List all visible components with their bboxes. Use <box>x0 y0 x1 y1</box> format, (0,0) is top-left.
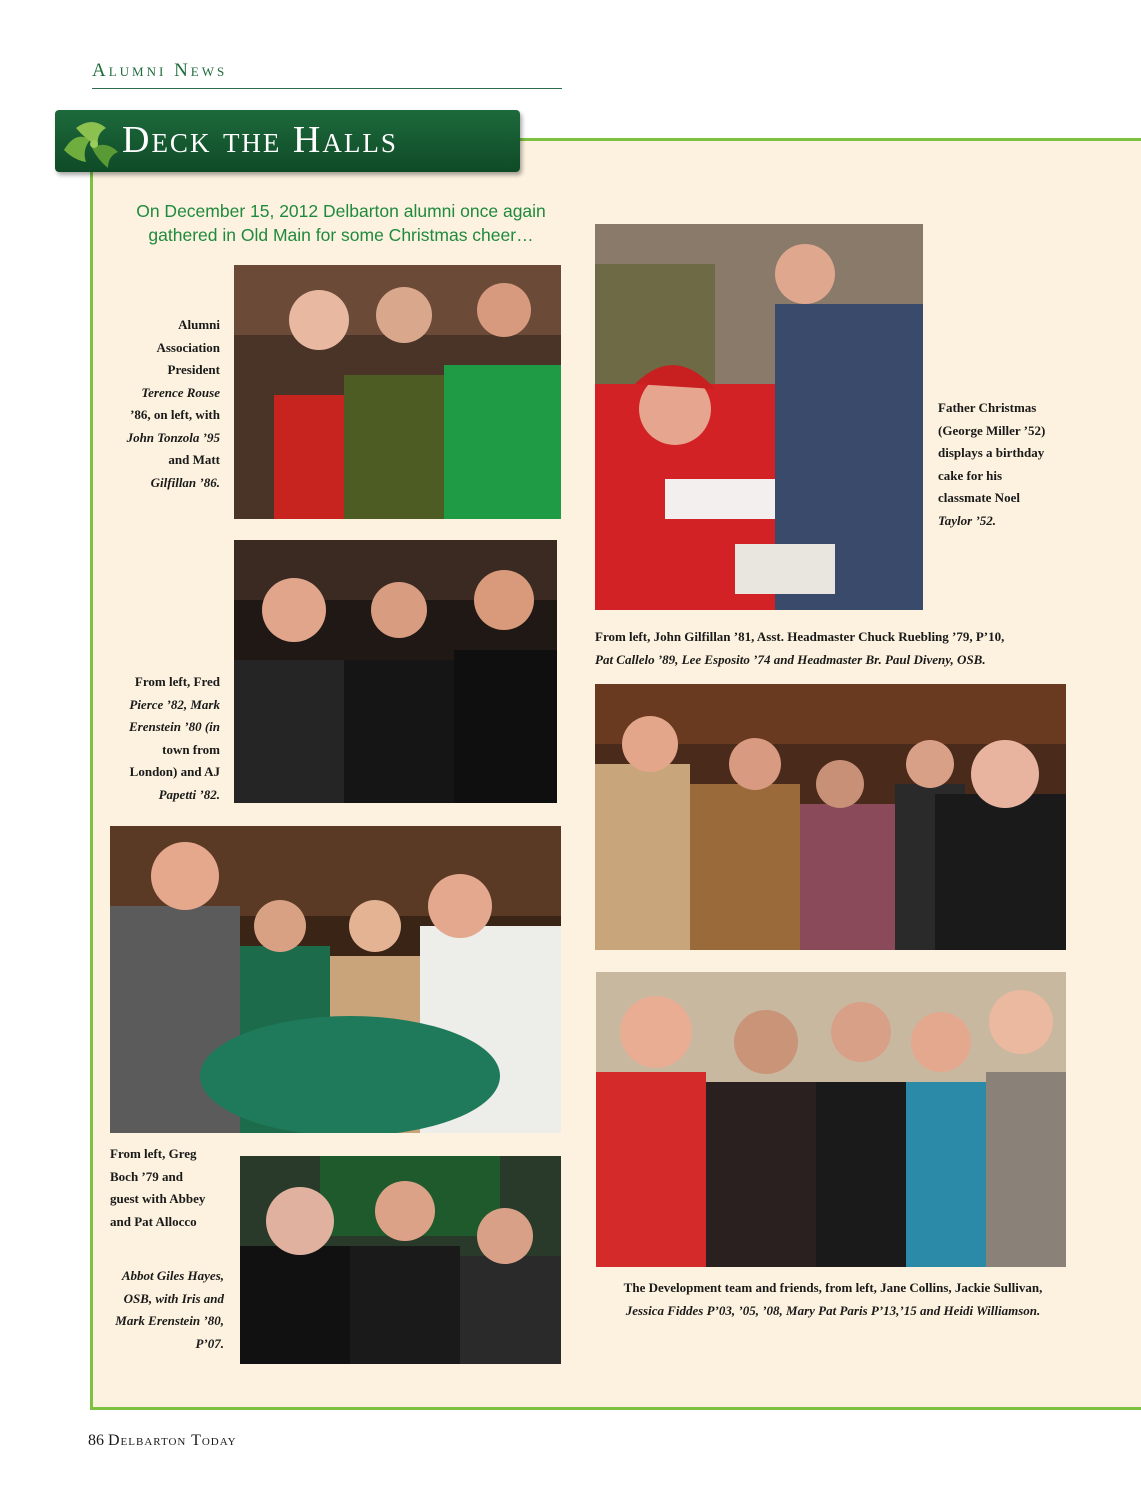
page-number: 86 <box>88 1432 104 1449</box>
holly-icon <box>56 110 126 172</box>
caption-fred-pierce: From left, Fred Pierce ’82, Mark Erenstein ’80 (in town from London) and AJ Papetti ’82. <box>128 674 220 802</box>
photo-fred-pierce <box>234 540 557 803</box>
page-title: Deck the Halls <box>122 119 398 161</box>
photo-gilfillan-group <box>595 684 1066 950</box>
caption-gilfillan-group: From left, John Gilfillan ’81, Asst. Headmaster Chuck Ruebling ’79, P’10, Pat Callelo ’89, Lee Esposito ’74 and Headmaster Br. Paul Diveny, OSB. <box>595 629 1005 667</box>
intro-text: On December 15, 2012 Delbarton alumni once again gathered in Old Main for some Christmas cheer… <box>136 201 546 245</box>
magazine-title: Delbarton Today <box>108 1432 237 1449</box>
caption-development-team: The Development team and friends, from left, Jane Collins, Jackie Sullivan, Jessica Fiddes P’03, ’05, ’08, Mary Pat Paris P’13,’15 and Heidi Williamson. <box>623 1280 1043 1318</box>
caption-greg-boch: From left, Greg Boch ’79 and guest with Abbey and Pat Allocco <box>110 1146 206 1229</box>
photo-abbot-giles <box>240 1156 561 1364</box>
section-rule <box>92 88 562 89</box>
caption-alumni-president: Alumni Association President Terence Rouse ’86, on left, with John Tonzola ’95 and Matt Gilfillan ’86. <box>126 317 220 490</box>
section-label: Alumni News <box>92 60 228 81</box>
caption-father-christmas: Father Christmas (George Miller ’52) displays a birthday cake for his classmate Noel Taylor ’52. <box>938 400 1046 528</box>
photo-father-christmas <box>595 224 923 610</box>
caption-abbot-giles: Abbot Giles Hayes, OSB, with Iris and Mark Erenstein ’80, P’07. <box>115 1268 224 1351</box>
photo-alumni-president <box>234 265 561 519</box>
photo-development-team <box>596 972 1066 1267</box>
page-footer <box>88 1432 237 1450</box>
photo-greg-boch <box>110 826 561 1133</box>
